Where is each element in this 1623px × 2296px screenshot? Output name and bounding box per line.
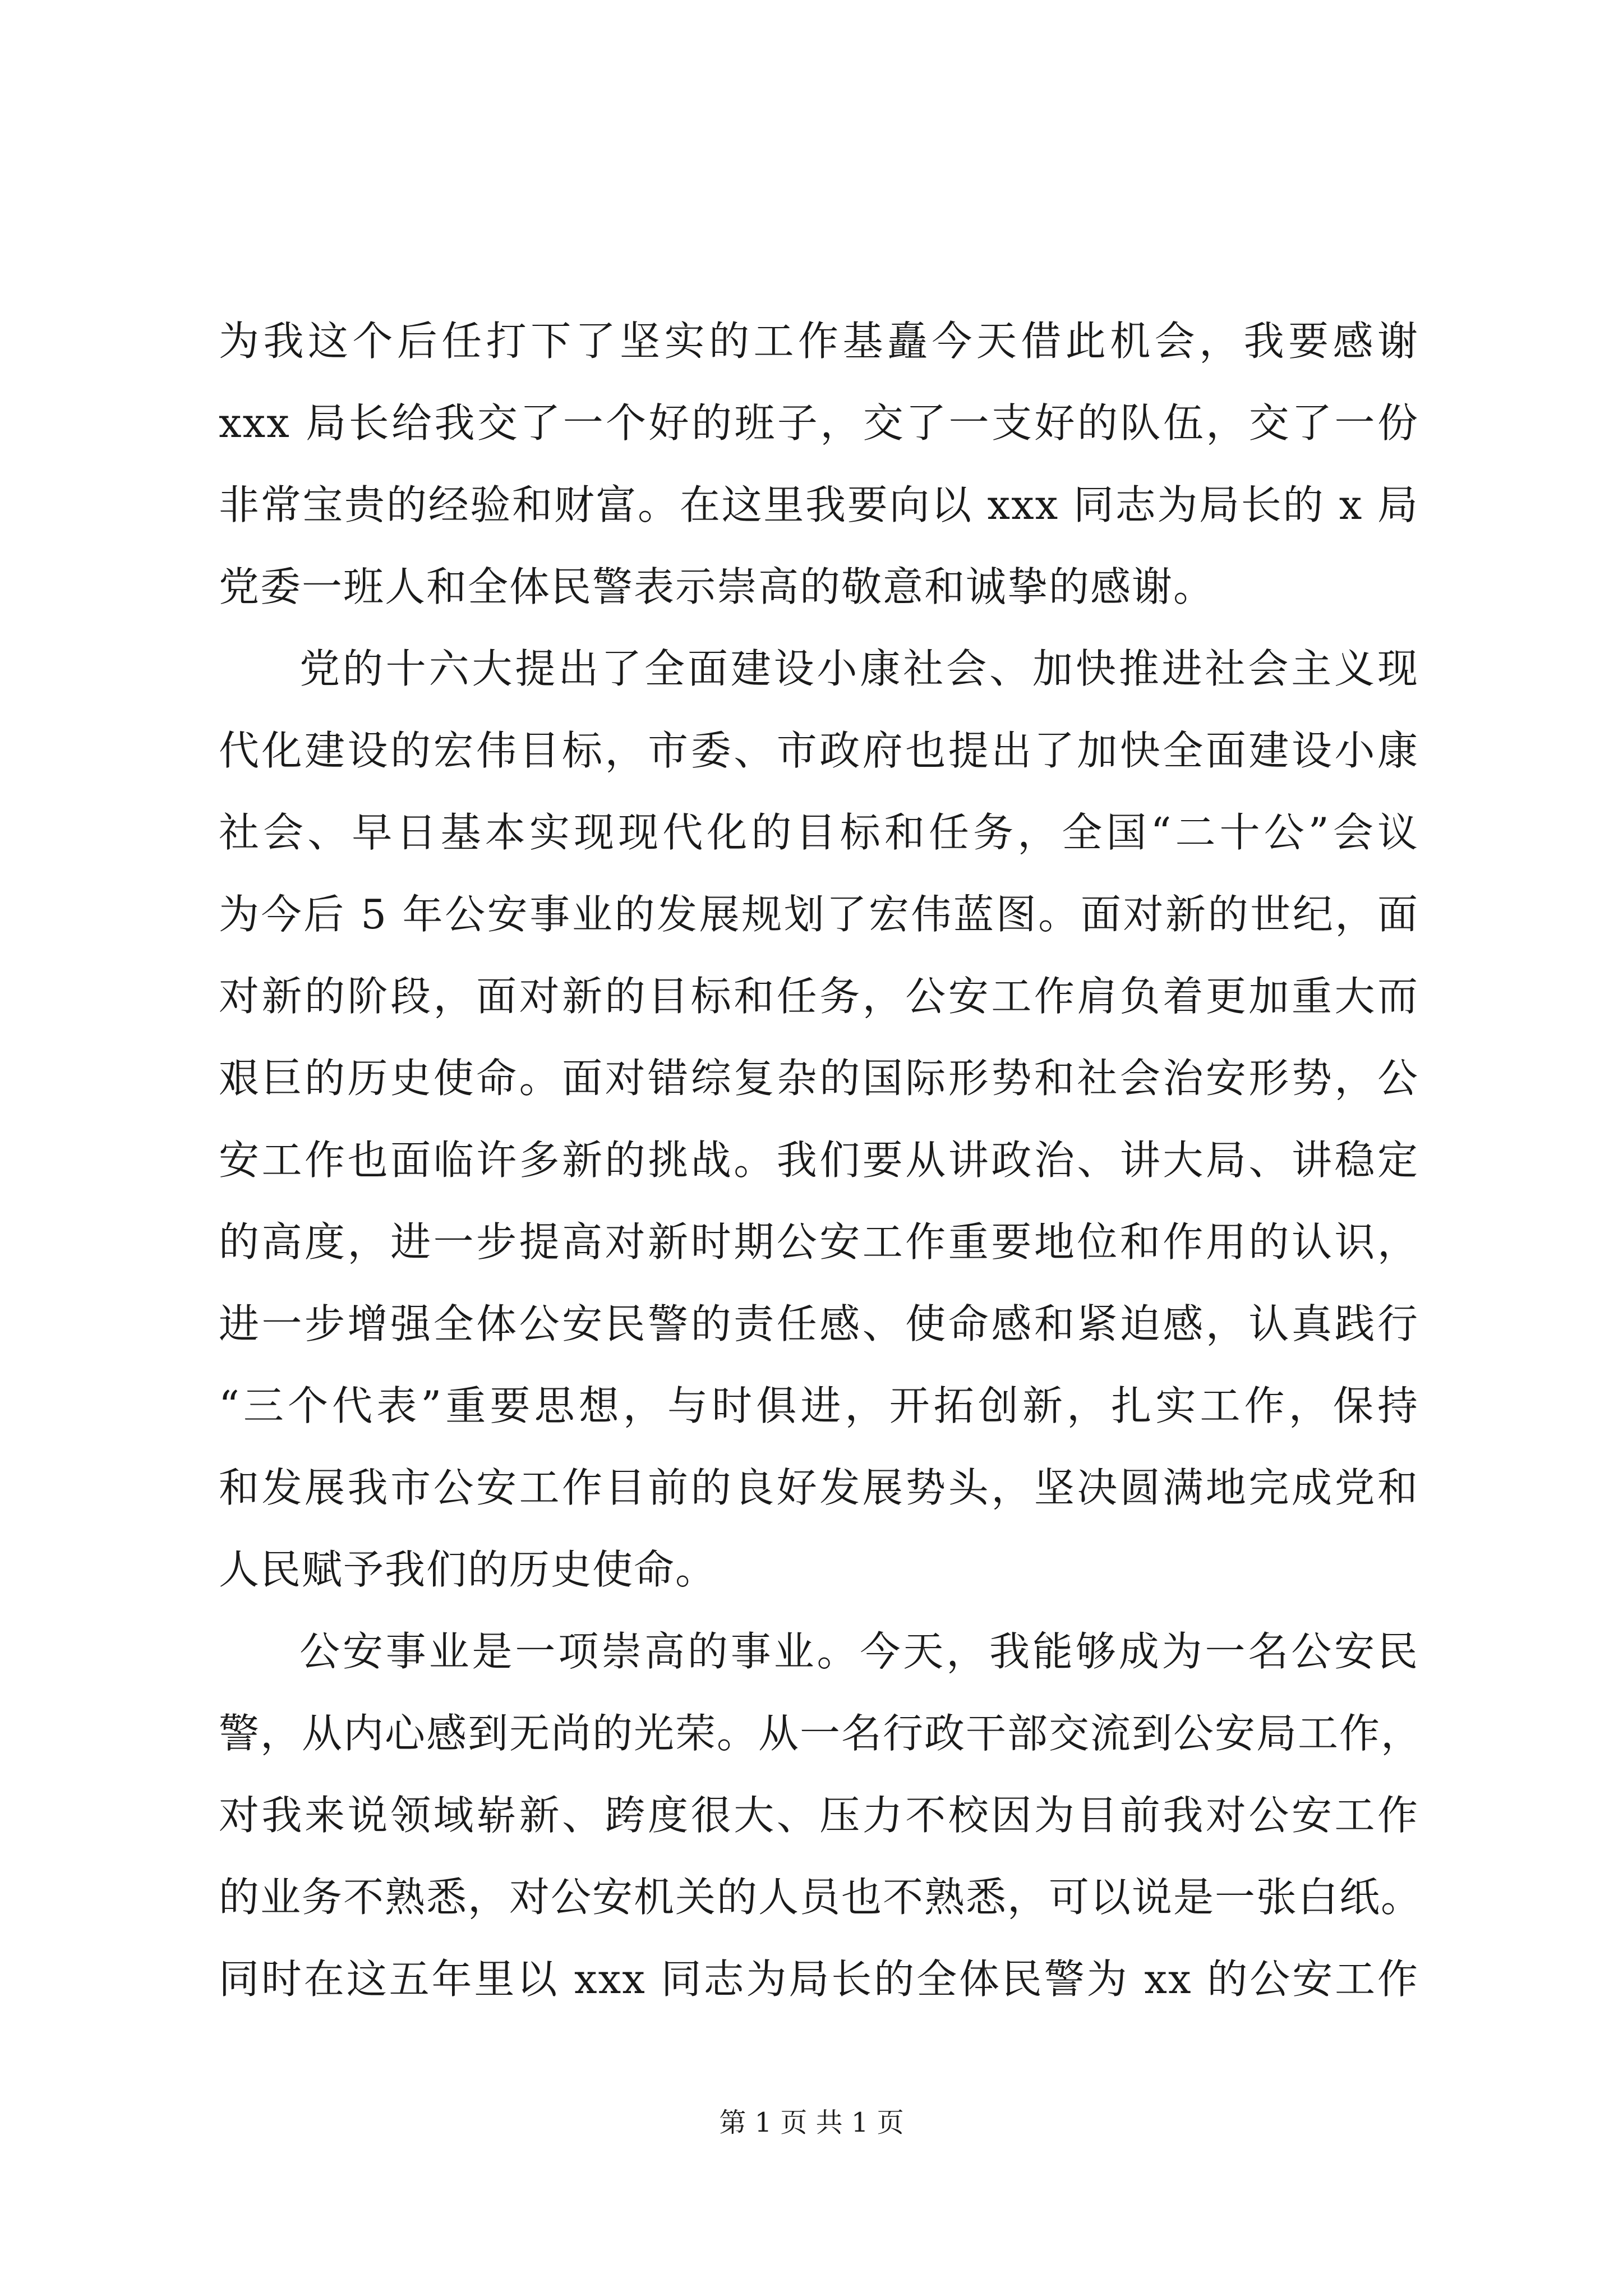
paragraph-3 [219, 1611, 1423, 2020]
paragraph-line: 进一步增强全体公安民警的责任感、使命感和紧迫感，认真践行 [219, 1300, 1419, 1347]
paragraph-line: 艰巨的历史使命。面对错综复杂的国际形势和社会治安形势，公 [219, 1055, 1419, 1102]
paragraph-line: 对我来说领域崭新、跨度很大、压力不校因为目前我对公安工作 [219, 1792, 1419, 1839]
paragraph-line: 警，从内心感到无尚的光荣。从一名行政干部交流到公安局工作， [219, 1710, 1423, 1757]
paragraph-line: 为今后 5 年公安事业的发展规划了宏伟蓝图。面对新的世纪，面 [219, 891, 1419, 938]
paragraph-line: “三个代表”重要思想，与时俱进，开拓创新，扎实工作，保持 [219, 1382, 1419, 1429]
paragraph-line: 和发展我市公安工作目前的良好发展势头，坚决圆满地完成党和 [219, 1464, 1419, 1511]
paragraph-line: 党的十六大提出了全面建设小康社会、加快推进社会主义现 [299, 645, 1419, 692]
paragraph-line: xxx 局长给我交了一个好的班子，交了一支好的队伍，交了一份 [219, 399, 1419, 447]
paragraph-2 [219, 628, 1419, 1611]
paragraph-line: 的业务不熟悉，对公安机关的人员也不熟悉，可以说是一张白纸。 [219, 1874, 1423, 1921]
page-footer: 第 1 页 共 1 页 [719, 2107, 904, 2138]
paragraph-line: 的高度，进一步提高对新时期公安工作重要地位和作用的认识， [219, 1218, 1419, 1266]
paragraph-line: 非常宝贵的经验和财富。在这里我要向以 xxx 同志为局长的 x 局 [219, 481, 1419, 528]
paragraph-line: 安工作也面临许多新的挑战。我们要从讲政治、讲大局、讲稳定 [219, 1137, 1419, 1184]
paragraph-line: 对新的阶段，面对新的目标和任务，公安工作肩负着更加重大而 [219, 973, 1419, 1020]
paragraph-line: 人民赋予我们的历史使命。 [219, 1546, 717, 1593]
paragraph-line: 公安事业是一项崇高的事业。今天，我能够成为一名公安民 [299, 1628, 1419, 1675]
paragraph-line: 代化建设的宏伟目标，市委、市政府也提出了加快全面建设小康 [219, 727, 1419, 774]
paragraph-1 [219, 300, 1419, 628]
paragraph-line: 同时在这五年里以 xxx 同志为局长的全体民警为 xx 的公安工作 [219, 1955, 1419, 2003]
paragraph-line: 为我这个后任打下了坚实的工作基矗今天借此机会，我要感谢 [219, 318, 1419, 365]
document-body [219, 300, 1423, 2020]
paragraph-line: 党委一班人和全体民警表示崇高的敬意和诚挚的感谢。 [219, 563, 1215, 610]
paragraph-line: 社会、早日基本实现现代化的目标和任务，全国“二十公”会议 [219, 809, 1419, 856]
